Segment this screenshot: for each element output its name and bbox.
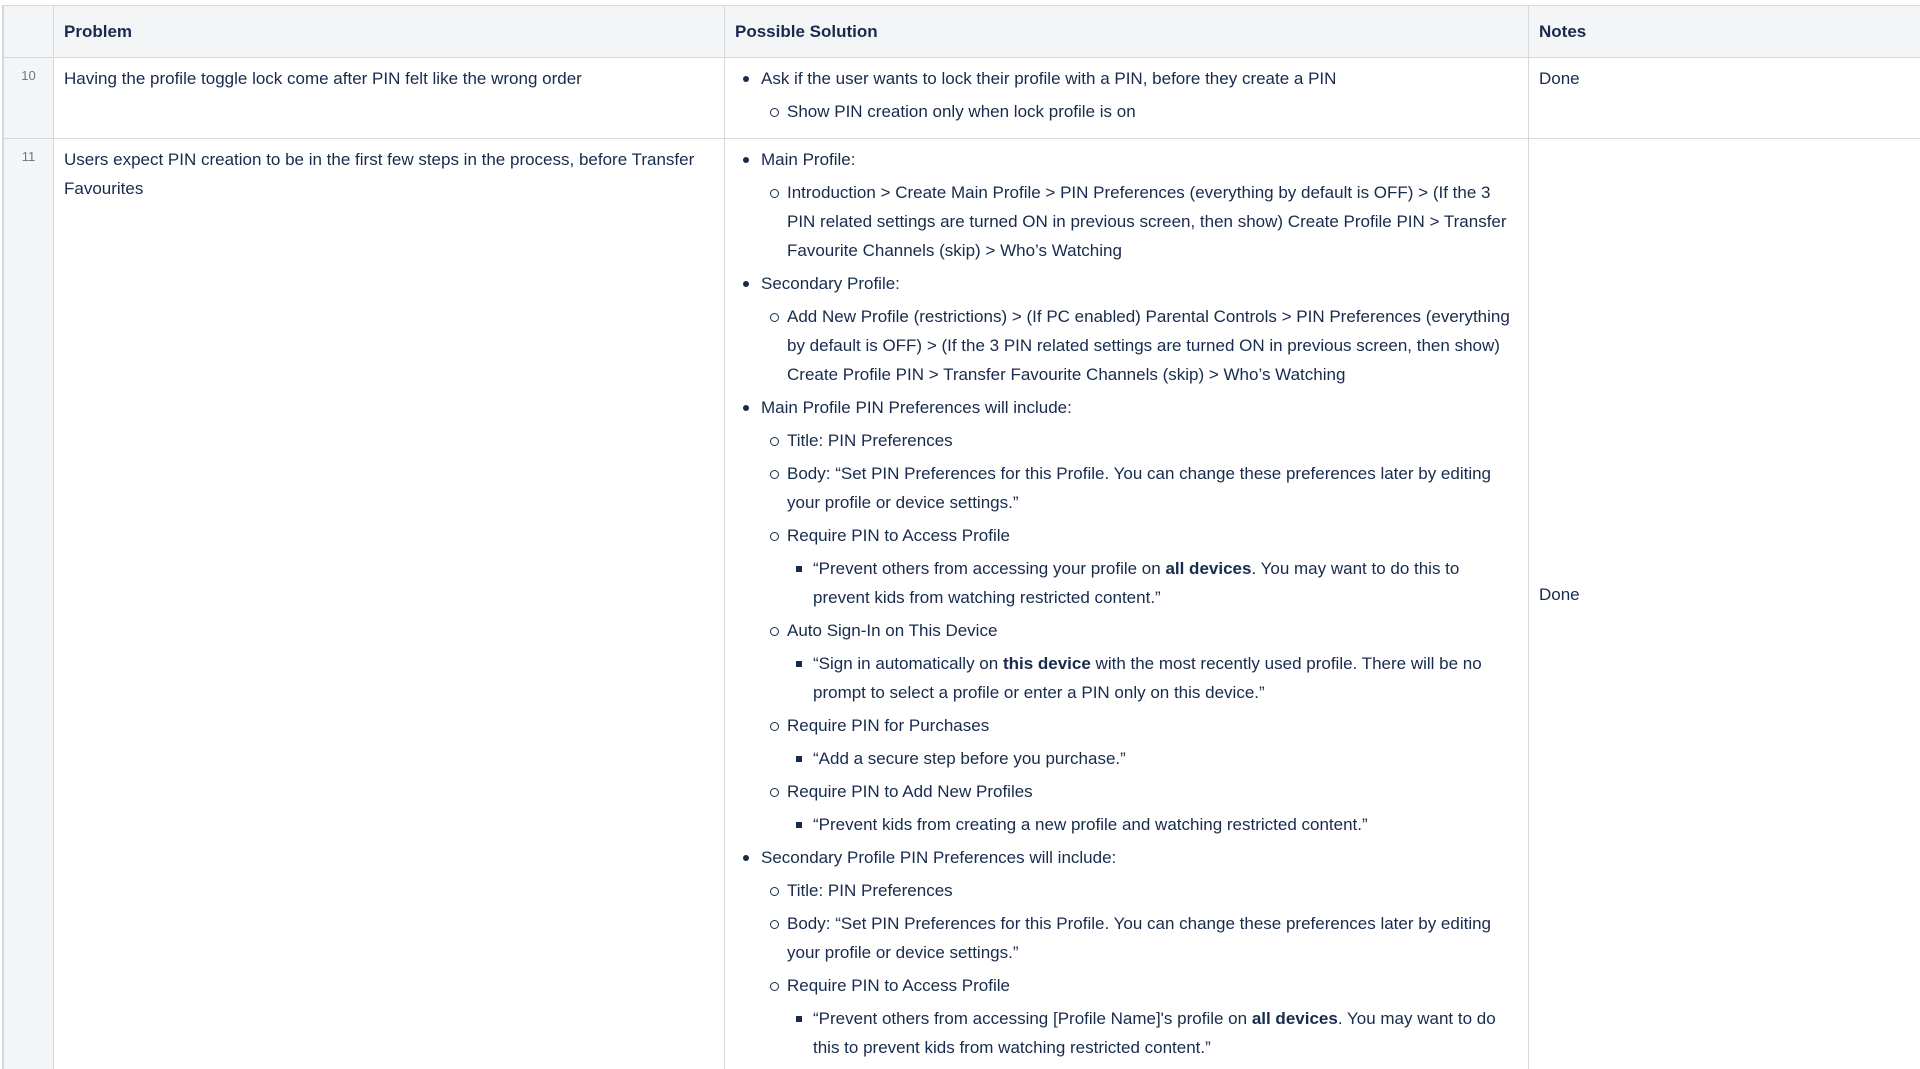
requirements-table [2, 5, 1920, 1069]
list-item: Auto Sign-In on This Device “Sign in automatically on this device with the most recently used profile. There will be no prompt to select a profile or enter a PIN only on this device.” [761, 616, 1518, 707]
list-item: Secondary Profile PIN Preferences will include: Title: PIN Preferences Body: “Set PIN Preferences for this Profile. You can change these preferences later by editing your profile or device settings.” Require PIN to Access Profile “Prevent others from accessing [Profile Name]'s profile on all devices. You may want to do this to prevent kids from watching restricted content.” [735, 843, 1518, 1062]
notes-cell[interactable]: Done [1529, 139, 1920, 1069]
row-number-header [4, 6, 54, 58]
list-item: “Prevent others from accessing [Profile Name]'s profile on all devices. You may want to do this to prevent kids from watching restricted content.” [787, 1004, 1518, 1062]
list-item: “Add a secure step before you purchase.” [787, 744, 1518, 773]
solution-header[interactable]: Possible Solution [725, 6, 1529, 58]
list-item: Main Profile: Introduction > Create Main Profile > PIN Preferences (everything by default is OFF) > (If the 3 PIN related settings are turned ON in previous screen, then show) Create Profile PIN > Transfer Favourite Channels (skip) > Who’s Watching [735, 145, 1518, 265]
list-item: Title: PIN Preferences [761, 426, 1518, 455]
list-item: Body: “Set PIN Preferences for this Profile. You can change these preferences later by editing your profile or device settings.” [761, 909, 1518, 967]
problem-header[interactable]: Problem [54, 6, 725, 58]
problem-cell[interactable]: Having the profile toggle lock come after PIN felt like the wrong order [54, 58, 725, 139]
list-item: Require PIN to Add New Profiles “Prevent kids from creating a new profile and watching restricted content.” [761, 777, 1518, 839]
list-item: Ask if the user wants to lock their profile with a PIN, before they create a PIN Show PIN creation only when lock profile is on [735, 64, 1518, 126]
table [3, 5, 1920, 1069]
table-row [4, 139, 1920, 1069]
list-item: Body: “Set PIN Preferences for this Profile. You can change these preferences later by editing your profile or device settings.” [761, 459, 1518, 517]
notes-cell[interactable]: Done [1529, 58, 1920, 139]
list-item: Require PIN for Purchases “Add a secure step before you purchase.” [761, 711, 1518, 773]
list-item: Show PIN creation only when lock profile is on [761, 97, 1518, 126]
list-item: Title: PIN Preferences [761, 876, 1518, 905]
list-item: Introduction > Create Main Profile > PIN Preferences (everything by default is OFF) > (If the 3 PIN related settings are turned ON in previous screen, then show) Create Profile PIN > Transfer Favourite Channels (skip) > Who’s Watching [761, 178, 1518, 265]
table-row [4, 58, 1920, 139]
problem-cell[interactable]: Users expect PIN creation to be in the first few steps in the process, before Transfer Favourites [54, 139, 725, 1069]
list-item: Require PIN to Access Profile “Prevent others from accessing your profile on all devices. You may want to do this to prevent kids from watching restricted content.” [761, 521, 1518, 612]
list-item: “Prevent others from accessing your profile on all devices. You may want to do this to prevent kids from watching restricted content.” [787, 554, 1518, 612]
notes-header[interactable]: Notes [1529, 6, 1920, 58]
solution-cell[interactable] [725, 139, 1529, 1069]
row-number: 11 [4, 139, 54, 1069]
list-item: “Sign in automatically on this device with the most recently used profile. There will be no prompt to select a profile or enter a PIN only on this device.” [787, 649, 1518, 707]
list-item: Main Profile PIN Preferences will include: Title: PIN Preferences Body: “Set PIN Preferences for this Profile. You can change these preferences later by editing your profile or device settings.” Require PIN to Access Profile “Prevent others from accessing your profile on all devices. You may want to do this to prevent kids from watching restricted content.” Auto Sign-In on This Device “Sign in automatically on this device with the most recently used profile. There will be no prompt to select a profile or enter a PIN only on this device.” Require PIN for Purchases “Add a secure step before you purchase.” Require PIN to Add New Profiles “Prevent kids from creating a new profile and watching restricted content.” [735, 393, 1518, 839]
row-number: 10 [4, 58, 54, 139]
list-item: Add New Profile (restrictions) > (If PC enabled) Parental Controls > PIN Preferences (everything by default is OFF) > (If the 3 PIN related settings are turned ON in previous screen, then show) Create Profile PIN > Transfer Favourite Channels (skip) > Who’s Watching [761, 302, 1518, 389]
solution-cell[interactable] [725, 58, 1529, 139]
header-row [4, 6, 1920, 58]
list-item: Secondary Profile: Add New Profile (restrictions) > (If PC enabled) Parental Controls > PIN Preferences (everything by default is OFF) > (If the 3 PIN related settings are turned ON in previous screen, then show) Create Profile PIN > Transfer Favourite Channels (skip) > Who’s Watching [735, 269, 1518, 389]
list-item: Require PIN to Access Profile “Prevent others from accessing [Profile Name]'s profile on all devices. You may want to do this to prevent kids from watching restricted content.” [761, 971, 1518, 1062]
list-item: “Prevent kids from creating a new profile and watching restricted content.” [787, 810, 1518, 839]
